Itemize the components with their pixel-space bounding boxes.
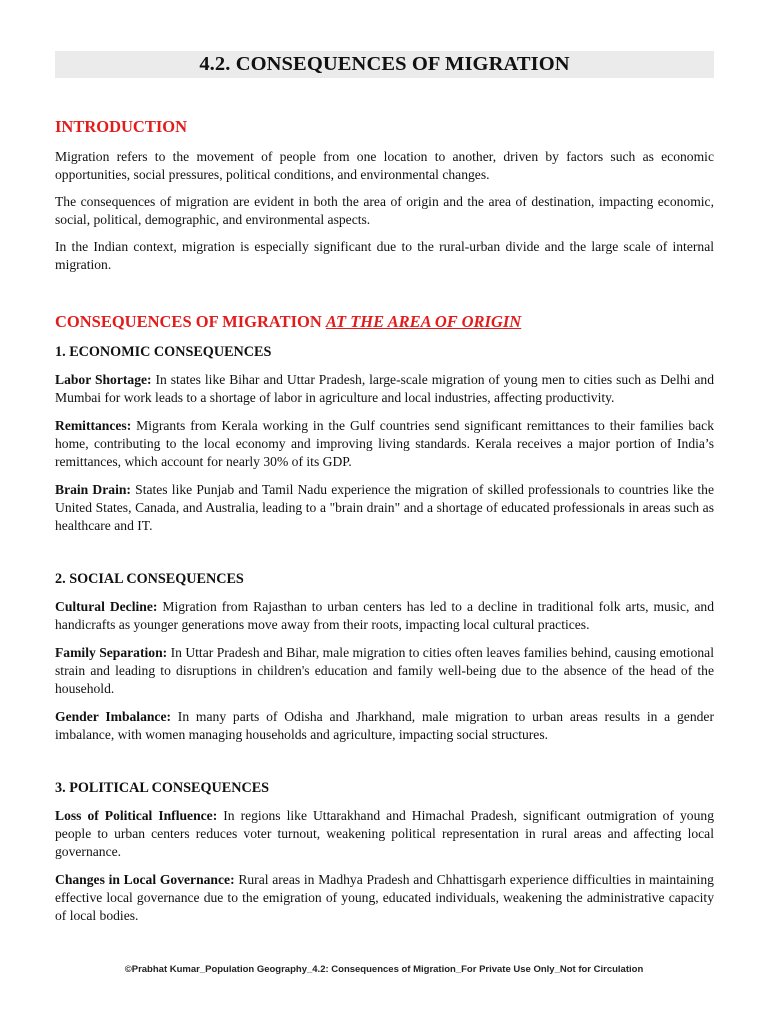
item-term: Gender Imbalance: — [55, 709, 172, 724]
origin-heading-prefix: CONSEQUENCES OF MIGRATION — [55, 312, 326, 331]
list-item — [55, 807, 714, 861]
item-text: Migrants from Kerala working in the Gulf countries send significant remittances to their families back home, contributing to the local economy and improving living standards. Kerala receives a major portion of India’s remittances, which account for nearly 30% of its GDP. — [55, 418, 714, 469]
list-item — [55, 598, 714, 634]
item-term: Remittances: — [55, 418, 132, 433]
item-term: Loss of Political Influence: — [55, 808, 218, 823]
list-item — [55, 417, 714, 471]
item-text: In Uttar Pradesh and Bihar, male migration to cities often leaves families behind, causing emotional strain and leading to disruptions in children's education and family well-being due to the absence of the head of the household. — [55, 645, 714, 696]
document-page — [55, 51, 714, 925]
item-text: In states like Bihar and Uttar Pradesh, large-scale migration of young men to cities such as Delhi and Mumbai for work leads to a shortage of labor in agriculture and local industries, affecting productivity. — [55, 372, 714, 405]
social-consequences-heading: 2. SOCIAL CONSEQUENCES — [55, 571, 244, 587]
intro-paragraph-2: The consequences of migration are evident in both the area of origin and the area of destination, impacting economic, social, political, demographic, and environmental aspects. — [55, 194, 714, 227]
item-text: Migration from Rajasthan to urban centers has led to a decline in traditional folk arts, music, and handicrafts as younger generations move away from their roots, impacting local cultural practices. — [55, 599, 714, 632]
item-text: In regions like Uttarakhand and Himachal Pradesh, significant outmigration of young people to urban centers reduces voter turnout, weakening political representation in rural areas and affecting local governance. — [55, 808, 714, 859]
list-item — [55, 708, 714, 744]
origin-section-heading — [55, 312, 714, 332]
list-item — [55, 871, 714, 925]
item-text: Rural areas in Madhya Pradesh and Chhattisgarh experience difficulties in maintaining effective local governance due to the emigration of young, educated individuals, weakening the administrative capacity of local bodies. — [55, 872, 714, 923]
page-title: 4.2. CONSEQUENCES OF MIGRATION — [55, 51, 714, 78]
item-term: Brain Drain: — [55, 482, 131, 497]
page-footer: ©Prabhat Kumar_Population Geography_4.2: Consequences of Migration_For Private Use Only_Not for Circulation — [124, 964, 644, 975]
introduction-heading: INTRODUCTION — [55, 117, 188, 136]
intro-paragraph-1: Migration refers to the movement of people from one location to another, driven by factors such as economic opportunities, social pressures, political conditions, and environmental changes. — [55, 149, 714, 182]
economic-consequences-heading: 1. ECONOMIC CONSEQUENCES — [55, 344, 272, 360]
item-text: States like Punjab and Tamil Nadu experience the migration of skilled professionals to countries like the United States, Canada, and Australia, leading to a "brain drain" and a shortage of educated professionals in areas such as healthcare and IT. — [55, 482, 714, 533]
list-item — [55, 481, 714, 535]
item-term: Labor Shortage: — [55, 372, 152, 387]
item-text: In many parts of Odisha and Jharkhand, male migration to urban areas results in a gender imbalance, with women managing households and agriculture, impacting social structures. — [55, 709, 714, 742]
item-term: Changes in Local Governance: — [55, 872, 235, 887]
list-item — [55, 371, 714, 407]
item-term: Cultural Decline: — [55, 599, 158, 614]
origin-heading-emphasis: AT THE AREA OF ORIGIN — [325, 312, 522, 331]
intro-paragraph-3: In the Indian context, migration is especially significant due to the rural-urban divide and the large scale of internal migration. — [55, 239, 714, 272]
political-consequences-heading: 3. POLITICAL CONSEQUENCES — [55, 780, 270, 796]
list-item — [55, 644, 714, 698]
item-term: Family Separation: — [55, 645, 168, 660]
